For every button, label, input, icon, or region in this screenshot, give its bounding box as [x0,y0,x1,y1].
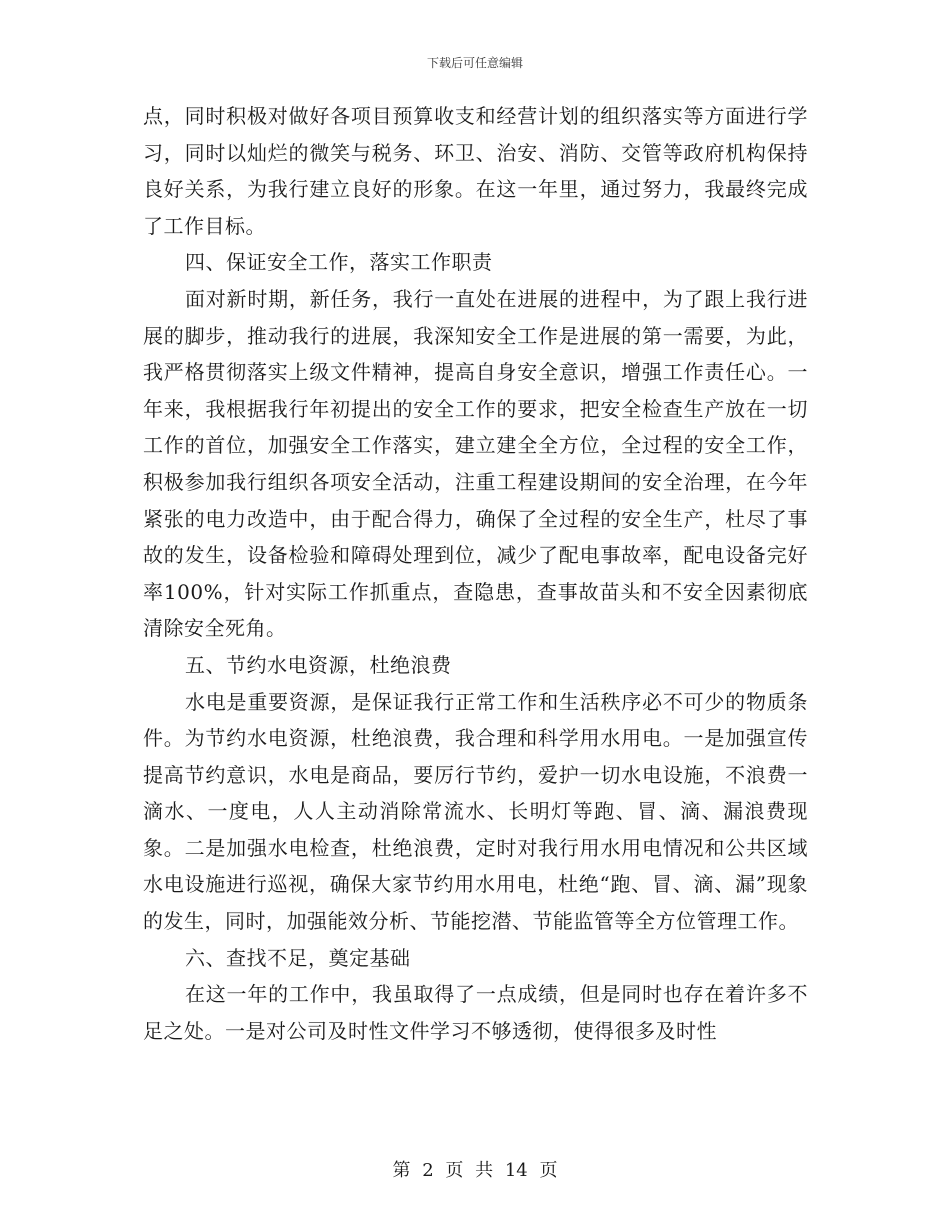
document-body [143,98,808,1049]
paragraph: 在这一年的工作中，我虽取得了一点成绩，但是同时也存在着许多不足之处。一是对公司及时性文件学习不够透彻，使得很多及时性 [143,982,808,1043]
section-heading: 五、节约水电资源，杜绝浪费 [185,652,452,677]
paragraph: 水电是重要资源，是保证我行正常工作和生活秩序必不可少的物质条件。为节约水电资源，杜绝浪费，我合理和科学用水用电。一是加强宣传提高节约意识，水电是商品，要厉行节约，爱护一切水电设施，不浪费一滴水、一度电，人人主动消除常流水、长明灯等跑、冒、滴、漏浪费现象。二是加强水电检查，杜绝浪费，定时对我行用水用电情况和公共区域水电设施进行巡视，确保大家节约用水用电，杜绝“跑、冒、滴、漏”现象的发生，同时，加强能效分析、节能挖潜、节能监管等全方位管理工作。 [143,689,808,934]
section-heading: 六、查找不足，奠定基础 [185,945,411,970]
section-heading: 四、保证安全工作，落实工作职责 [185,250,493,275]
page-header: 下载后可任意编辑 [426,56,523,70]
paragraph: 点，同时积极对做好各项目预算收支和经营计划的组织落实等方面进行学习，同时以灿烂的微笑与税务、环卫、治安、消防、交管等政府机构保持良好关系，为我行建立良好的形象。在这一年里，通过努力，我最终完成了工作目标。 [143,104,808,238]
paragraph: 面对新时期，新任务，我行一直处在进展的进程中，为了跟上我行进展的脚步，推动我行的进展，我深知安全工作是进展的第一需要，为此，我严格贯彻落实上级文件精神，提高自身安全意识，增强工作责任心。一年来，我根据我行年初提出的安全工作的要求，把安全检查生产放在一切工作的首位，加强安全工作落实，建立建全全方位，全过程的安全工作，积极参加我行组织各项安全活动，注重工程建设期间的安全治理，在今年紧张的电力改造中，由于配合得力，确保了全过程的安全生产，杜尽了事故的发生，设备检验和障碍处理到位，减少了配电事故率，配电设备完好率100%，针对实际工作抓重点，查隐患，查事故苗头和不安全因素彻底清除安全死角。 [143,286,808,641]
page-number-footer: 第 2 页 共 14 页 [392,1160,558,1181]
